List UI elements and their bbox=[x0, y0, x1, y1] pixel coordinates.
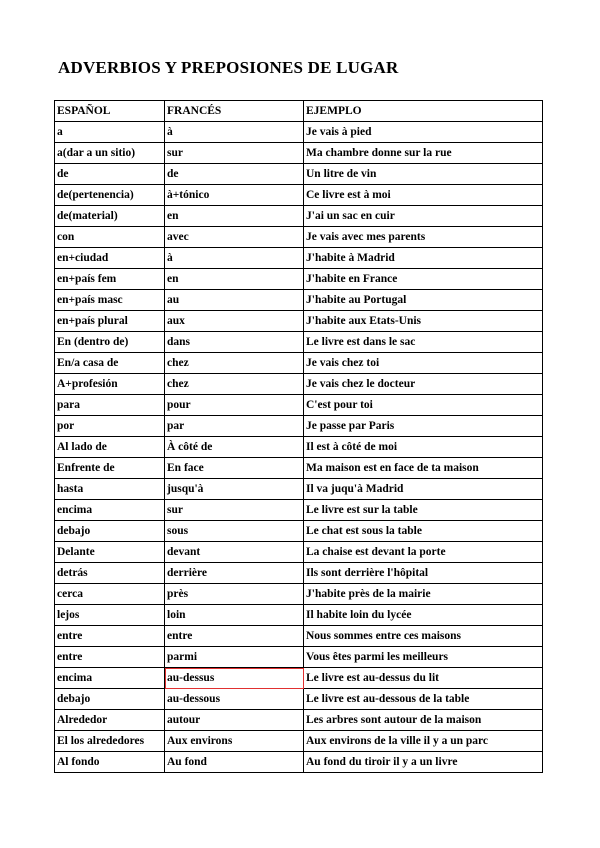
table-row bbox=[55, 668, 543, 689]
ejemplo-cell: Ma chambre donne sur la rue bbox=[304, 143, 543, 164]
ejemplo-cell: J'ai un sac en cuir bbox=[304, 206, 543, 227]
ejemplo-cell: J'habite au Portugal bbox=[304, 290, 543, 311]
frances-cell: aux bbox=[165, 311, 304, 332]
espanol-cell: debajo bbox=[55, 689, 165, 710]
espanol-cell: en+país masc bbox=[55, 290, 165, 311]
espanol-cell: en+país fem bbox=[55, 269, 165, 290]
espanol-cell: En (dentro de) bbox=[55, 332, 165, 353]
frances-cell: jusqu'à bbox=[165, 479, 304, 500]
espanol-cell: entre bbox=[55, 647, 165, 668]
table-row bbox=[55, 752, 543, 773]
table-row bbox=[55, 731, 543, 752]
table-row bbox=[55, 395, 543, 416]
table-row bbox=[55, 206, 543, 227]
table-body bbox=[55, 122, 543, 773]
espanol-cell: Alrededor bbox=[55, 710, 165, 731]
frances-cell: Au fond bbox=[165, 752, 304, 773]
table-row bbox=[55, 647, 543, 668]
espanol-cell: entre bbox=[55, 626, 165, 647]
frances-cell: Aux environs bbox=[165, 731, 304, 752]
table-row bbox=[55, 416, 543, 437]
ejemplo-cell: Je vais avec mes parents bbox=[304, 227, 543, 248]
espanol-cell: debajo bbox=[55, 521, 165, 542]
frances-cell: sur bbox=[165, 500, 304, 521]
ejemplo-cell: Le livre est sur la table bbox=[304, 500, 543, 521]
frances-cell: par bbox=[165, 416, 304, 437]
table-row bbox=[55, 143, 543, 164]
ejemplo-cell: Il va juqu'à Madrid bbox=[304, 479, 543, 500]
frances-cell: pour bbox=[165, 395, 304, 416]
table-row bbox=[55, 311, 543, 332]
frances-cell: en bbox=[165, 269, 304, 290]
ejemplo-cell: Vous êtes parmi les meilleurs bbox=[304, 647, 543, 668]
table-row bbox=[55, 353, 543, 374]
ejemplo-cell: Il habite loin du lycée bbox=[304, 605, 543, 626]
espanol-cell: detrás bbox=[55, 563, 165, 584]
table-row bbox=[55, 122, 543, 143]
espanol-cell: Al fondo bbox=[55, 752, 165, 773]
frances-cell: entre bbox=[165, 626, 304, 647]
ejemplo-cell: Les arbres sont autour de la maison bbox=[304, 710, 543, 731]
table-row bbox=[55, 164, 543, 185]
table-row bbox=[55, 563, 543, 584]
table-row bbox=[55, 479, 543, 500]
table-row bbox=[55, 248, 543, 269]
frances-cell: avec bbox=[165, 227, 304, 248]
table-row bbox=[55, 332, 543, 353]
ejemplo-cell: C'est pour toi bbox=[304, 395, 543, 416]
espanol-cell: Al lado de bbox=[55, 437, 165, 458]
ejemplo-cell: Le livre est dans le sac bbox=[304, 332, 543, 353]
frances-cell: à bbox=[165, 122, 304, 143]
espanol-cell: En/a casa de bbox=[55, 353, 165, 374]
table-row bbox=[55, 584, 543, 605]
ejemplo-cell: Nous sommes entre ces maisons bbox=[304, 626, 543, 647]
frances-cell: À côté de bbox=[165, 437, 304, 458]
espanol-cell: hasta bbox=[55, 479, 165, 500]
frances-cell: de bbox=[165, 164, 304, 185]
espanol-cell: por bbox=[55, 416, 165, 437]
espanol-cell: de(pertenencia) bbox=[55, 185, 165, 206]
ejemplo-cell: Aux environs de la ville il y a un parc bbox=[304, 731, 543, 752]
column-header-ejemplo: EJEMPLO bbox=[304, 101, 543, 122]
ejemplo-cell: J'habite près de la mairie bbox=[304, 584, 543, 605]
frances-cell: parmi bbox=[165, 647, 304, 668]
ejemplo-cell: J'habite aux Etats-Unis bbox=[304, 311, 543, 332]
frances-cell: autour bbox=[165, 710, 304, 731]
ejemplo-cell: Ils sont derrière l'hôpital bbox=[304, 563, 543, 584]
espanol-cell: Enfrente de bbox=[55, 458, 165, 479]
ejemplo-cell: J'habite à Madrid bbox=[304, 248, 543, 269]
espanol-cell: A+profesión bbox=[55, 374, 165, 395]
table-row bbox=[55, 185, 543, 206]
espanol-cell: encima bbox=[55, 500, 165, 521]
espanol-cell: con bbox=[55, 227, 165, 248]
frances-cell: derrière bbox=[165, 563, 304, 584]
espanol-cell: a(dar a un sitio) bbox=[55, 143, 165, 164]
table-row bbox=[55, 626, 543, 647]
espanol-cell: cerca bbox=[55, 584, 165, 605]
ejemplo-cell: Ma maison est en face de ta maison bbox=[304, 458, 543, 479]
ejemplo-cell: Au fond du tiroir il y a un livre bbox=[304, 752, 543, 773]
frances-cell: devant bbox=[165, 542, 304, 563]
frances-cell: sous bbox=[165, 521, 304, 542]
frances-cell: au bbox=[165, 290, 304, 311]
ejemplo-cell: Le livre est au-dessus du lit bbox=[304, 668, 543, 689]
frances-cell: chez bbox=[165, 353, 304, 374]
espanol-cell: Delante bbox=[55, 542, 165, 563]
frances-cell: En face bbox=[165, 458, 304, 479]
ejemplo-cell: Le livre est au-dessous de la table bbox=[304, 689, 543, 710]
frances-cell: en bbox=[165, 206, 304, 227]
table-row bbox=[55, 521, 543, 542]
ejemplo-cell: Un litre de vin bbox=[304, 164, 543, 185]
ejemplo-cell: La chaise est devant la porte bbox=[304, 542, 543, 563]
frances-cell: près bbox=[165, 584, 304, 605]
espanol-cell: en+ciudad bbox=[55, 248, 165, 269]
frances-cell: dans bbox=[165, 332, 304, 353]
frances-cell: à bbox=[165, 248, 304, 269]
table-row bbox=[55, 374, 543, 395]
espanol-cell: en+país plural bbox=[55, 311, 165, 332]
ejemplo-cell: Je vais chez toi bbox=[304, 353, 543, 374]
ejemplo-cell: Il est à côté de moi bbox=[304, 437, 543, 458]
frances-cell: chez bbox=[165, 374, 304, 395]
espanol-cell: de bbox=[55, 164, 165, 185]
table-row bbox=[55, 710, 543, 731]
page-title: ADVERBIOS Y PREPOSIONES DE LUGAR bbox=[58, 58, 399, 77]
ejemplo-cell: Je vais chez le docteur bbox=[304, 374, 543, 395]
vocabulary-table bbox=[54, 100, 543, 773]
table-row bbox=[55, 689, 543, 710]
selected-cell: au-dessus bbox=[165, 668, 304, 689]
espanol-cell: encima bbox=[55, 668, 165, 689]
table-header-row bbox=[55, 101, 543, 122]
frances-cell: loin bbox=[165, 605, 304, 626]
ejemplo-cell: Le chat est sous la table bbox=[304, 521, 543, 542]
ejemplo-cell: Je vais à pied bbox=[304, 122, 543, 143]
frances-cell: sur bbox=[165, 143, 304, 164]
table-row bbox=[55, 437, 543, 458]
column-header-frances: FRANCÉS bbox=[165, 101, 304, 122]
table-row bbox=[55, 500, 543, 521]
frances-cell: à+tónico bbox=[165, 185, 304, 206]
table-row bbox=[55, 269, 543, 290]
ejemplo-cell: Je passe par Paris bbox=[304, 416, 543, 437]
ejemplo-cell: J'habite en France bbox=[304, 269, 543, 290]
table-row bbox=[55, 290, 543, 311]
column-header-espanol: ESPAÑOL bbox=[55, 101, 165, 122]
ejemplo-cell: Ce livre est à moi bbox=[304, 185, 543, 206]
espanol-cell: lejos bbox=[55, 605, 165, 626]
table-row bbox=[55, 227, 543, 248]
table-row bbox=[55, 458, 543, 479]
table-row bbox=[55, 542, 543, 563]
espanol-cell: a bbox=[55, 122, 165, 143]
espanol-cell: El los alrededores bbox=[55, 731, 165, 752]
frances-cell: au-dessous bbox=[165, 689, 304, 710]
espanol-cell: para bbox=[55, 395, 165, 416]
espanol-cell: de(material) bbox=[55, 206, 165, 227]
table-row bbox=[55, 605, 543, 626]
